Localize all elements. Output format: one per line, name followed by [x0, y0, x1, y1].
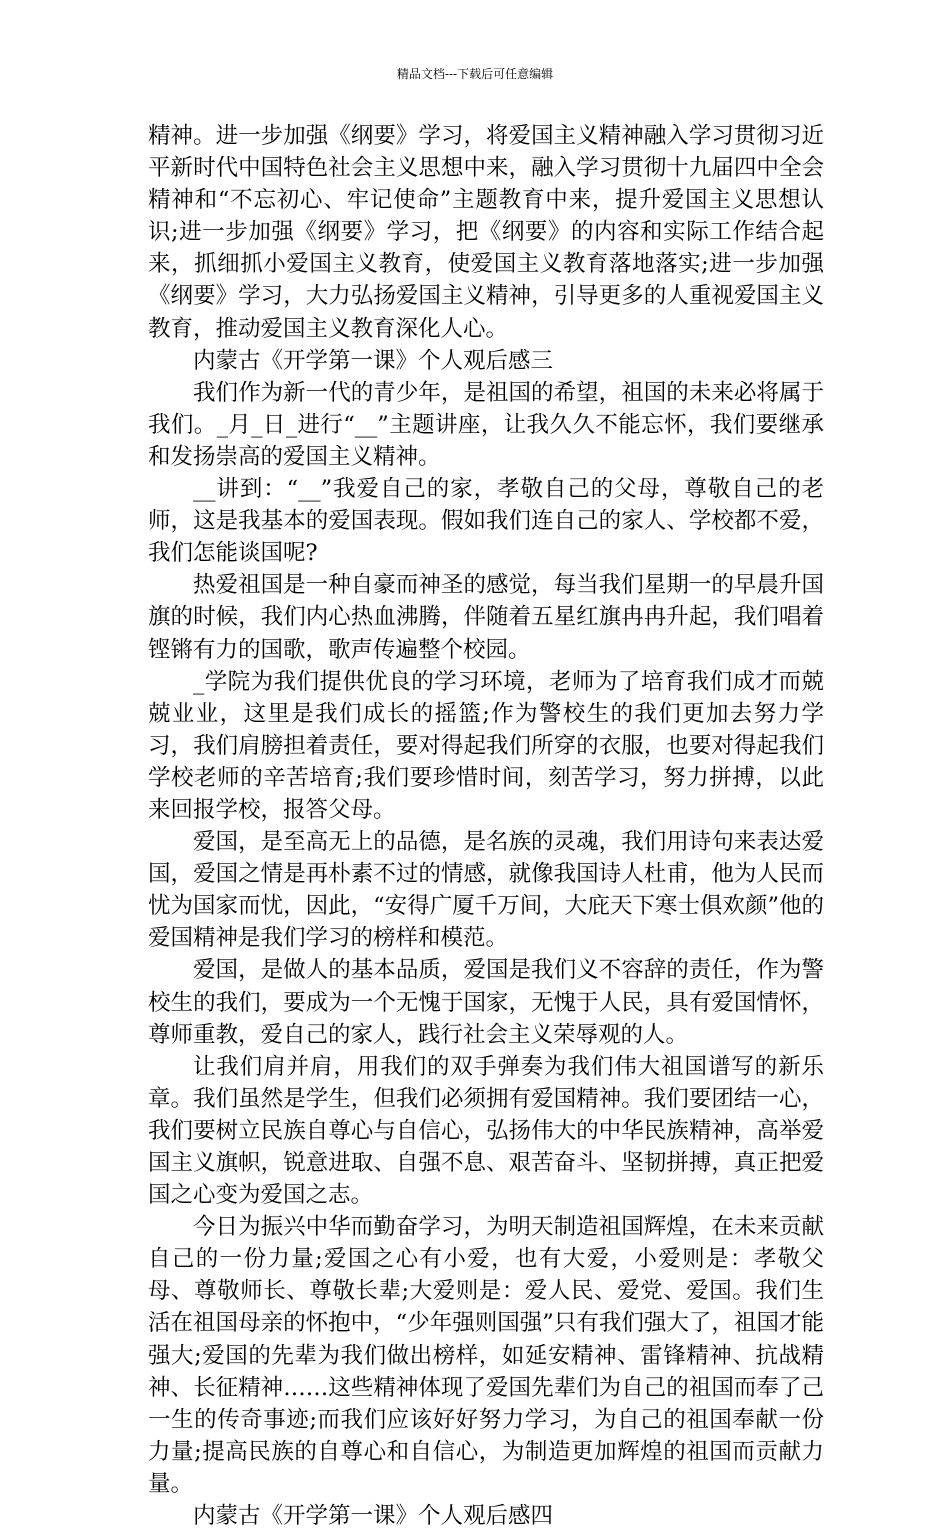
paragraph: __讲到：“__”我爱自己的家，孝敬自己的父母，尊敬自己的老师，这是我基本的爱国表现。假如我们连自己的家人、学校都不爱，我们怎能谈国呢? [148, 476, 824, 567]
paragraph: 热爱祖国是一种自豪而神圣的感觉，每当我们星期一的早晨升国旗的时候，我们内心热血沸腾，伴随着五星红旗冉冉升起，我们唱着铿锵有力的国歌，歌声传遍整个校园。 [148, 572, 824, 663]
page-header: 精品文档---下载后可任意编辑 [396, 67, 554, 81]
paragraph: 今日为振兴中华而勤奋学习，为明天制造祖国辉煌，在未来贡献自己的一份力量;爱国之心有小爱，也有大爱，小爱则是：孝敬父母、尊敬师长、尊敬长辈;大爱则是：爱人民、爱党、爱国。我们生活在祖国母亲的怀抱中，“少年强则国强”只有我们强大了，祖国才能强大;爱国的先辈为我们做出榜样，如延安精神、雷锋精神、抗战精神、长征精神……这些精神体现了爱国先辈们为自己的祖国而奉了己一生的传奇事迹;而我们应该好好努力学习，为自己的祖国奉献一份力量;提高民族的自尊心和自信心，为制造更加辉煌的祖国而贡献力量。 [148, 1214, 824, 1497]
paragraph: 爱国，是做人的基本品质，爱国是我们义不容辞的责任，作为警校生的我们，要成为一个无愧于国家，无愧于人民，具有爱国情怀，尊师重教，爱自己的家人，践行社会主义荣辱观的人。 [148, 957, 824, 1048]
paragraph: 我们作为新一代的青少年，是祖国的希望，祖国的未来必将属于我们。_月_日_进行“__”主题讲座，让我久久不能忘怀，我们要继承和发扬崇高的爱国主义精神。 [148, 379, 824, 470]
paragraph: 爱国，是至高无上的品德，是名族的灵魂，我们用诗句来表达爱国，爱国之情是再朴素不过的情感，就像我国诗人杜甫，他为人民而忧为国家而忧，因此，“安得广厦千万间，大庇天下寒士俱欢颜”他的爱国精神是我们学习的榜样和模范。 [148, 829, 824, 952]
paragraph: 精神。进一步加强《纲要》学习，将爱国主义精神融入学习贯彻习近平新时代中国特色社会主义思想中来，融入学习贯彻十九届四中全会精神和“不忘初心、牢记使命”主题教育中来，提升爱国主义思想认识;进一步加强《纲要》学习，把《纲要》的内容和实际工作结合起来，抓细抓小爱国主义教育，使爱国主义教育落地落实;进一步加强《纲要》学习，大力弘扬爱国主义精神，引导更多的人重视爱国主义教育，推动爱国主义教育深化人心。 [148, 123, 824, 342]
paragraph: 让我们肩并肩，用我们的双手弹奏为我们伟大祖国谱写的新乐章。我们虽然是学生，但我们必须拥有爱国精神。我们要团结一心，我们要树立民族自尊心与自信心，弘扬伟大的中华民族精神，高举爱国主义旗帜，锐意进取、自强不息、艰苦奋斗、坚韧拼搏，真正把爱国之心变为爱国之志。 [148, 1053, 824, 1209]
section-heading: 内蒙古《开学第一课》个人观后感三 [193, 347, 554, 374]
paragraph: _学院为我们提供优良的学习环境，老师为了培育我们成才而兢兢业业，这里是我们成长的摇篮;作为警校生的我们更加去努力学习，我们肩膀担着责任，要对得起我们所穿的衣服，也要对得起我们学校老师的辛苦培育;我们要珍惜时间，刻苦学习，努力拼搏，以此来回报学校，报答父母。 [148, 668, 824, 823]
document-body [148, 120, 824, 1532]
section-heading: 内蒙古《开学第一课》个人观后感四 [193, 1503, 554, 1530]
